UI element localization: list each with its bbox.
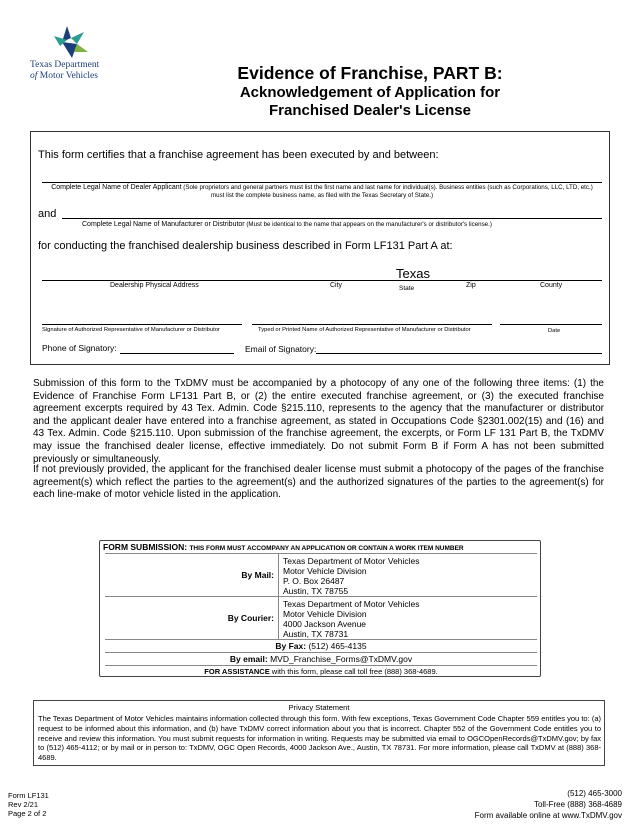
state-label: State [399,285,415,292]
manufacturer-name-field[interactable] [62,218,602,219]
manufacturer-name-label: Complete Legal Name of Manufacturer or Distributor (Must be identical to the name that appears on the manufacturer's or distributor's license.) [82,221,492,228]
instructions-paragraph-1: Submission of this form to the TxDMV must be accompanied by a photocopy of any one of the following three items: (1) the Evidence of Franchise Form LF131 Part B, or (2) the entire executed franchise agreement, or (3) the executed franchise agreement excerpts required by 43 Tex. Admin. Code §215.110, represents to the agency that the manufacturer or distributor and the applicant dealer have entered into a franchise agreement, as stated in Occupations Code §2301.002(15) and (16) and 43 Tex. Admin. Code §215.110. Upon submission of the franchise agreement, the excerpts, or Form LF 131 Part B, the TxDMV may issue the franchised dealer license, effective immediately. Do not submit Form B if Form A has not been submitted previously or simultaneously. [33,378,604,465]
instructions-paragraph-2: If not previously provided, the applicant for the franchised dealer license must submit a photocopy of the pages of the franchise agreement(s) which reflect the parties to the agreement(s) and the authorized signatures of the parties to the agreement(s) for each line-make of motor vehicle listed in the application. [33,464,604,501]
phone-field[interactable] [120,353,234,354]
signature-field[interactable] [42,324,242,325]
conducting-text: for conducting the franchised dealership business described in Form LF131 Part A at: [38,240,453,252]
contact-footer: (512) 465-3000 Toll-Free (888) 368-4689 Form available online at www.TxDMV.gov [474,789,622,820]
courier-address: Texas Department of Motor Vehicles Motor Vehicle Division 4000 Jackson Avenue Austin, TX 78731 [283,599,420,639]
page-title: Evidence of Franchise, PART B: Acknowledgement of Application for Franchised Dealer's License [237,63,503,119]
zip-label: Zip [466,282,476,289]
email-row: By email: MVD_Franchise_Forms@TxDMV.gov [105,652,537,665]
address-label: Dealership Physical Address [110,282,199,289]
agency-name: Texas Department of Motor Vehicles [30,60,100,81]
privacy-body: The Texas Department of Motor Vehicles maintains information collected through this form. With few exceptions, Texas Government Code Chapter 559 entitles you to: (a) request to be informed about this information, and (b) have TxDMV correct information about you that is incorrect. Chapter 552 of the Government Code entitles you to receive and review this information. You must submit requests for information in writing. Requests may be submitted via email to OGCOpenRecords@TxDMV.gov; by fax to (512) 465-4112; or by mail or in person to: TxDMV, OGC Open Records, 4000 Jackson Ave., Austin, TX 78731. For more information, please call TxDMV at (888) 368-4689. [38,714,601,763]
website-link[interactable]: Form available online at www.TxDMV.gov [474,811,622,820]
mail-label: By Mail: [105,554,279,596]
submission-email-link[interactable]: MVD_Franchise_Forms@TxDMV.gov [270,654,413,664]
submission-grid [105,553,537,677]
printed-name-label: Typed or Printed Name of Authorized Representative of Manufacturer or Distributor [258,327,471,333]
fax-row: By Fax: (512) 465-4135 [105,639,537,652]
assistance-row: FOR ASSISTANCE with this form, please call toll free (888) 368-4689. [105,665,537,677]
mail-address: Texas Department of Motor Vehicles Motor Vehicle Division P. O. Box 26487 Austin, TX 78755 [283,556,420,596]
date-label: Date [548,328,561,334]
courier-label: By Courier: [105,597,279,639]
privacy-title: Privacy Statement [288,703,350,712]
signature-label: Signature of Authorized Representative of Manufacturer or Distributor [42,327,220,333]
dealer-name-field[interactable] [42,182,602,183]
privacy-statement-box [33,700,605,766]
submission-heading: FORM SUBMISSION: THIS FORM MUST ACCOMPANY AN APPLICATION OR CONTAIN A WORK ITEM NUMBER [103,542,464,552]
printed-name-field[interactable] [252,324,492,325]
dealer-name-label: Complete Legal Name of Dealer Applicant (Sole proprietors and general partners must list the first name and last name for individual(s). Business entities (such as Corporations, LLC, LTD, etc.) must list the complete business name, as filed with the Texas Secretary of State.) [51,184,593,199]
email-label: Email of Signatory: [245,344,317,354]
state-value: Texas [396,266,430,281]
city-label: City [330,282,343,289]
phone-label: Phone of Signatory: [42,343,117,353]
address-line[interactable] [42,280,602,281]
certifies-text: This form certifies that a franchise agreement has been executed by and between: [38,149,439,161]
email-field[interactable] [316,353,602,354]
county-label: County [540,282,563,289]
and-label: and [38,208,57,220]
form-identifier: Form LF131 Rev 2/21 Page 2 of 2 [8,791,49,818]
date-field[interactable] [500,324,602,325]
txdmv-star-logo-icon [22,22,122,62]
